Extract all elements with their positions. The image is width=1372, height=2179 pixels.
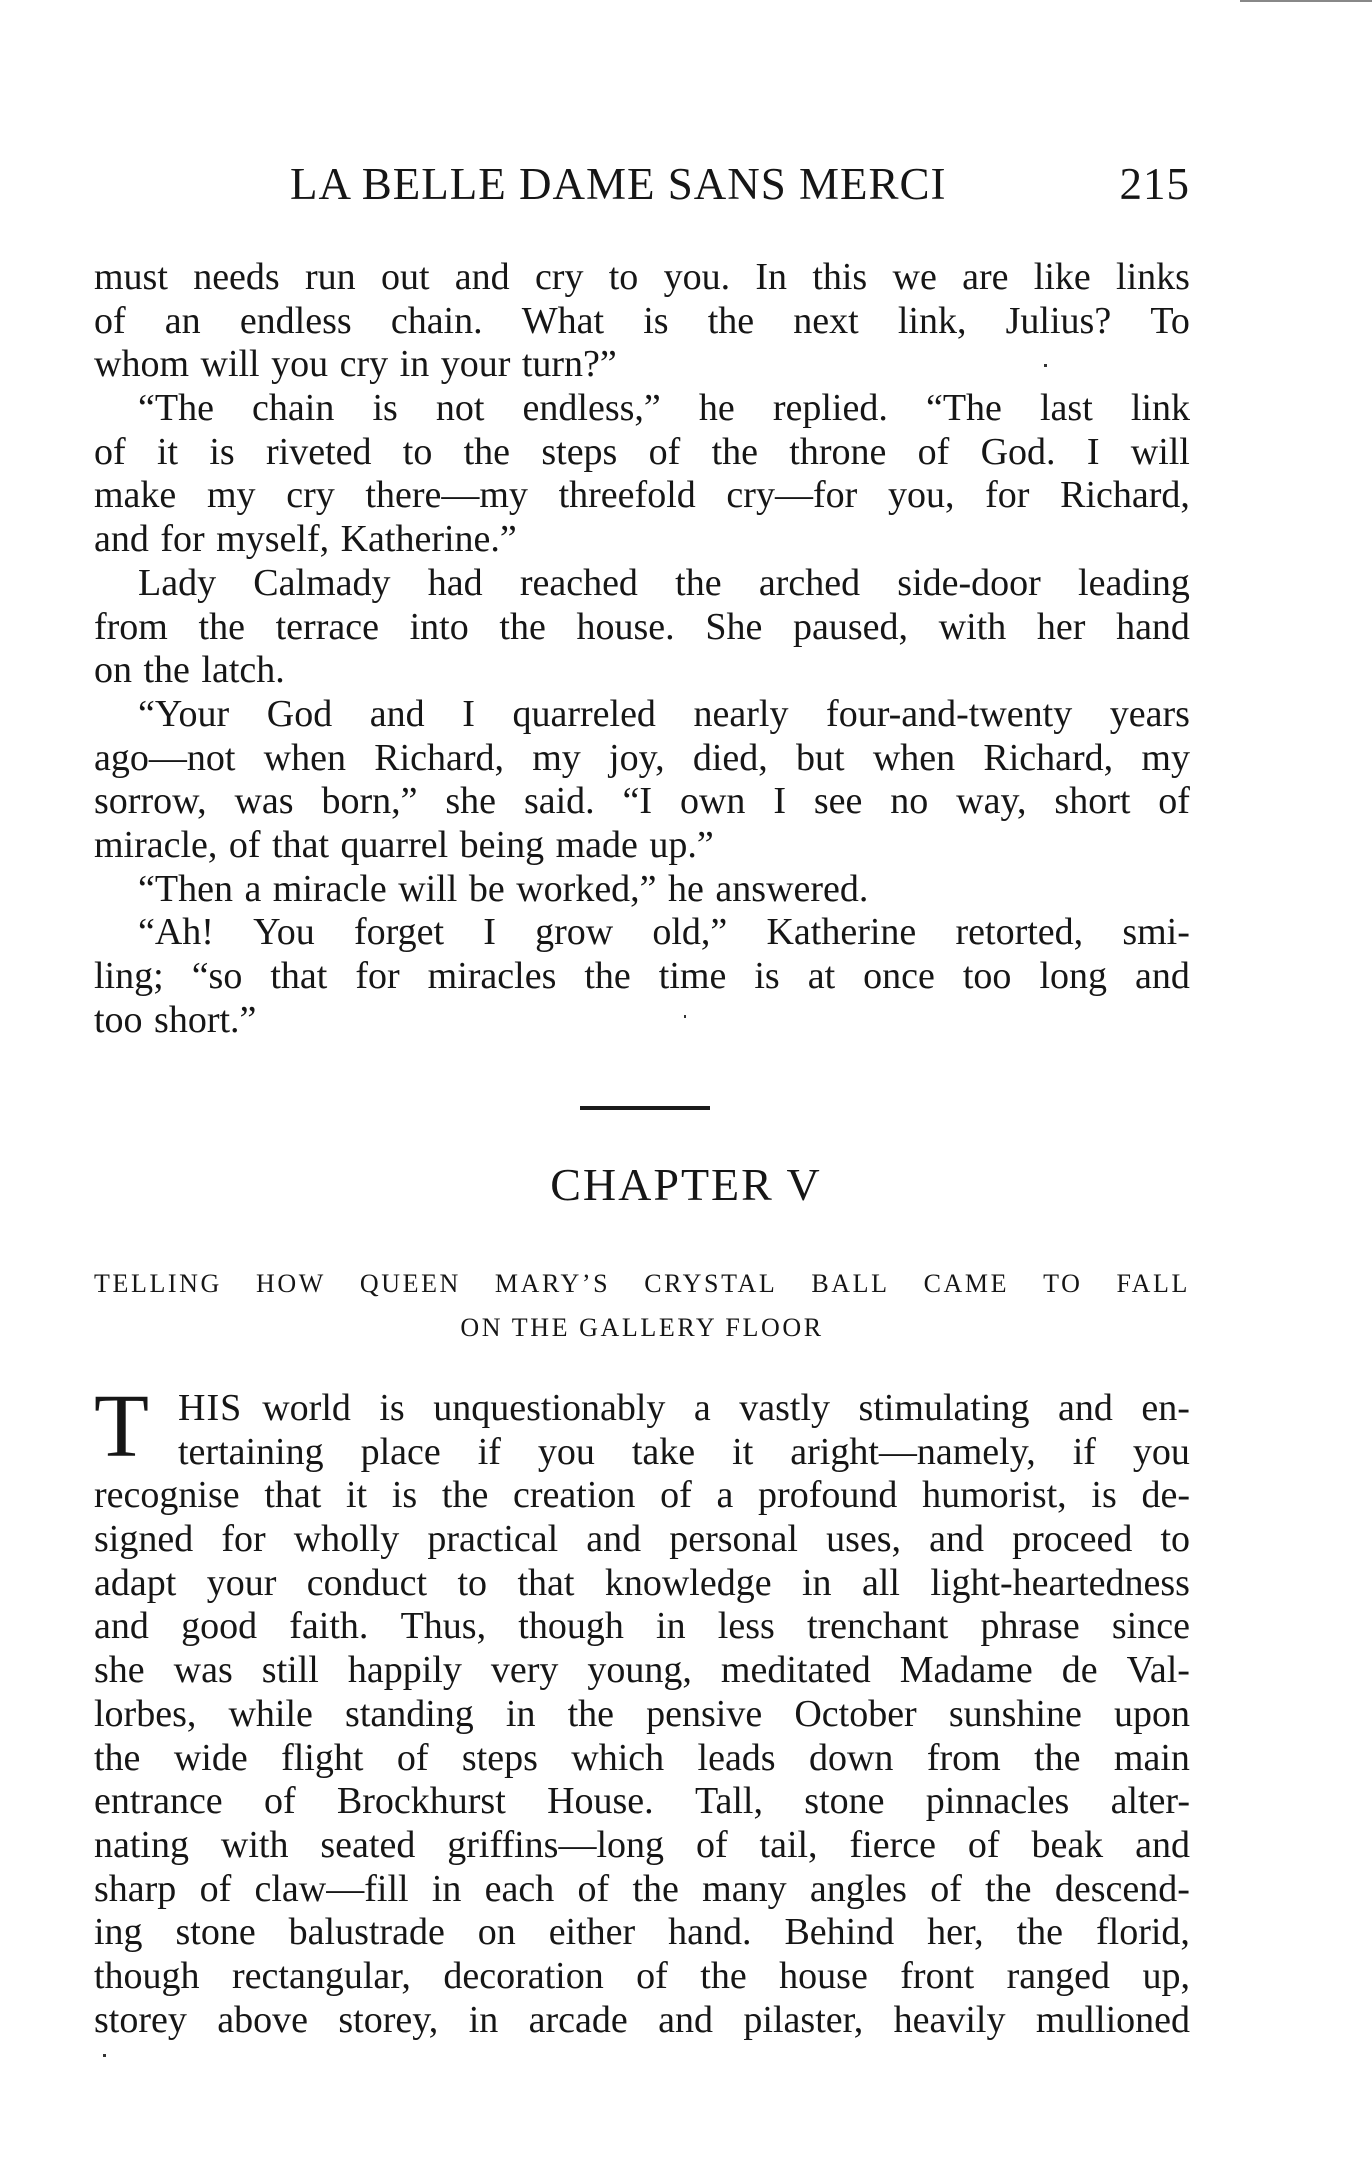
scan-speck [1044, 364, 1047, 367]
text-line: entrance of Brockhurst House. Tall, stone pinnacles alter- [94, 1780, 1190, 1823]
text-line: recognise that it is the creation of a profound humorist, is de- [94, 1474, 1190, 1517]
chapter-subtitle-line-1: TELLING HOW QUEEN MARY’S CRYSTAL BALL CAME TO FALL [94, 1269, 1190, 1298]
text-line: of an endless chain. What is the next link, Julius? To [94, 299, 1190, 342]
text-line: “The chain is not endless,” he replied. “The last link [138, 387, 1190, 430]
scan-edge-line [1240, 0, 1372, 2]
scan-speck [103, 2054, 106, 2057]
first-word-rest: HIS [178, 1387, 243, 1429]
text-line: though rectangular, decoration of the house front ranged up, [94, 1954, 1190, 1997]
text-line: on the latch. [94, 649, 285, 692]
text-line: from the terrace into the house. She paused, with her hand [94, 605, 1190, 648]
text-line: “Then a miracle will be worked,” he answered. [138, 867, 869, 910]
text-line: too short.” [94, 998, 257, 1041]
text-block-continued [94, 256, 1190, 1042]
text-line: she was still happily very young, meditated Madame de Val- [94, 1649, 1190, 1692]
text-line: make my cry there—my threefold cry—for you, for Richard, [94, 474, 1190, 517]
text-line: of it is riveted to the steps of the throne of God. I will [94, 430, 1190, 473]
text-line: ago—not when Richard, my joy, died, but when Richard, my [94, 736, 1190, 779]
text-line: Lady Calmady had reached the arched side-door leading [138, 561, 1190, 604]
text-line: whom will you cry in your turn?” [94, 343, 617, 386]
section-divider-rule [580, 1106, 710, 1110]
text-line-remainder: world is unquestionably a vastly stimulating and en- [262, 1387, 1190, 1429]
text-line: the wide flight of steps which leads down from the main [94, 1736, 1190, 1779]
text-line: ling; “so that for miracles the time is at once too long and [94, 955, 1190, 997]
text-line: ing stone balustrade on either hand. Behind her, the florid, [94, 1911, 1190, 1954]
text-line: tertaining place if you take it aright—namely, if you [178, 1430, 1190, 1473]
chapter-heading: CHAPTER V [550, 1159, 822, 1210]
scan-speck [684, 1015, 686, 1018]
running-head [290, 158, 1190, 218]
text-line: nating with seated griffins—long of tail, fierce of beak and [94, 1823, 1190, 1866]
text-line: and good faith. Thus, though in less trenchant phrase since [94, 1605, 1190, 1648]
text-line: adapt your conduct to that knowledge in all light-heartedness [94, 1561, 1190, 1604]
text-line: sorrow, was born,” she said. “I own I see no way, short of [94, 780, 1190, 823]
text-line: and for myself, Katherine.” [94, 518, 517, 561]
running-title: LA BELLE DAME SANS MERCI [290, 159, 947, 209]
page-number: 215 [1119, 159, 1190, 209]
text-line: storey above storey, in arcade and pilaster, heavily mullioned [94, 1998, 1190, 2041]
text-line: miracle, of that quarrel being made up.” [94, 823, 714, 866]
chapter-subtitle-line-2: ON THE GALLERY FLOOR [460, 1313, 824, 1342]
text-line: sharp of claw—fill in each of the many angles of the descend- [94, 1867, 1190, 1910]
drop-cap: T [94, 1377, 149, 1476]
text-line: must needs run out and cry to you. In this we are like links [94, 256, 1190, 298]
text-line: “Ah! You forget I grow old,” Katherine retorted, smi- [138, 911, 1190, 954]
text-line: lorbes, while standing in the pensive October sunshine upon [94, 1692, 1190, 1735]
text-line-first [94, 1387, 1190, 1431]
text-line: “Your God and I quarreled nearly four-and-twenty years [138, 692, 1190, 735]
text-line: signed for wholly practical and personal uses, and proceed to [94, 1518, 1190, 1561]
text-block-chapter [94, 1387, 1190, 2042]
